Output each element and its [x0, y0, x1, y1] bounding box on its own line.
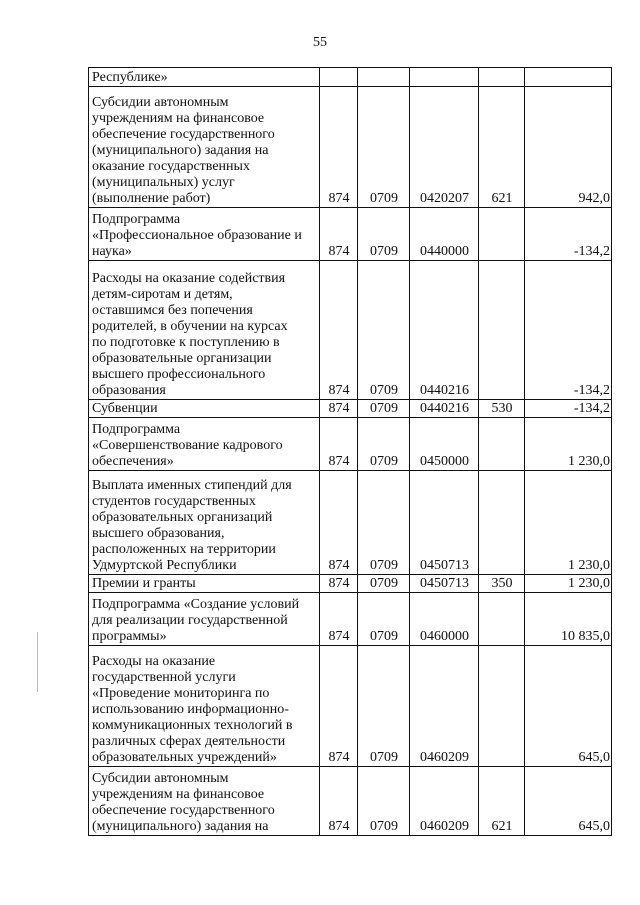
- row-expense-type: [479, 593, 525, 646]
- row-amount: 10 835,0: [525, 593, 612, 646]
- row-description: Расходы на оказание государственной услуги «Проведение мониторинга по использованию информационно- коммуникационных технологий в различных сферах деятельности образовательных учреждений»: [89, 646, 320, 767]
- row-amount: 1 230,0: [525, 418, 612, 471]
- row-section-code: 0709: [358, 261, 410, 400]
- row-amount: 1 230,0: [525, 471, 612, 575]
- row-ved-code: 874: [320, 208, 358, 261]
- row-target-code: 0440216: [410, 261, 479, 400]
- row-expense-type: 621: [479, 767, 525, 836]
- row-ved-code: 874: [320, 400, 358, 418]
- row-expense-type: [479, 646, 525, 767]
- budget-table-body: [89, 68, 612, 836]
- table-row: [89, 87, 612, 208]
- row-amount: -134,2: [525, 261, 612, 400]
- row-target-code: [410, 68, 479, 87]
- row-section-code: 0709: [358, 593, 410, 646]
- table-row: [89, 593, 612, 646]
- row-expense-type: [479, 418, 525, 471]
- row-target-code: 0440216: [410, 400, 479, 418]
- row-ved-code: 874: [320, 575, 358, 593]
- row-description: Подпрограмма «Создание условий для реализации государственной программы»: [89, 593, 320, 646]
- row-target-code: 0450713: [410, 471, 479, 575]
- row-amount: 645,0: [525, 767, 612, 836]
- row-target-code: 0450713: [410, 575, 479, 593]
- row-description: Премии и гранты: [89, 575, 320, 593]
- row-expense-type: [479, 68, 525, 87]
- row-section-code: 0709: [358, 418, 410, 471]
- row-section-code: 0709: [358, 646, 410, 767]
- row-description: Расходы на оказание содействия детям-сиротам и детям, оставшимся без попечения родителей, в обучении на курсах по подготовке к поступлению в образовательные организации высшего профессионального образования: [89, 261, 320, 400]
- row-ved-code: 874: [320, 87, 358, 208]
- row-ved-code: [320, 68, 358, 87]
- row-ved-code: 874: [320, 646, 358, 767]
- row-amount: 942,0: [525, 87, 612, 208]
- row-ved-code: 874: [320, 593, 358, 646]
- row-description: Подпрограмма «Совершенствование кадрового обеспечения»: [89, 418, 320, 471]
- page-number: 55: [313, 35, 327, 50]
- row-expense-type: [479, 261, 525, 400]
- row-target-code: 0450000: [410, 418, 479, 471]
- table-row: [89, 400, 612, 418]
- row-section-code: 0709: [358, 208, 410, 261]
- table-row: [89, 261, 612, 400]
- row-target-code: 0440000: [410, 208, 479, 261]
- row-target-code: 0460209: [410, 767, 479, 836]
- table-row: [89, 208, 612, 261]
- row-expense-type: 530: [479, 400, 525, 418]
- row-description: Субсидии автономным учреждениям на финансовое обеспечение государственного (муниципального) задания на оказание государственных (муниципальных) услуг (выполнение работ): [89, 87, 320, 208]
- row-expense-type: [479, 208, 525, 261]
- row-section-code: [358, 68, 410, 87]
- scan-margin-mark: [37, 632, 38, 692]
- row-section-code: 0709: [358, 767, 410, 836]
- row-amount: [525, 68, 612, 87]
- row-expense-type: [479, 471, 525, 575]
- row-amount: -134,2: [525, 400, 612, 418]
- row-description: Субсидии автономным учреждениям на финансовое обеспечение государственного (муниципального) задания на: [89, 767, 320, 836]
- row-target-code: 0460000: [410, 593, 479, 646]
- row-expense-type: 621: [479, 87, 525, 208]
- row-section-code: 0709: [358, 575, 410, 593]
- table-row: [89, 68, 612, 87]
- row-target-code: 0420207: [410, 87, 479, 208]
- table-row: [89, 767, 612, 836]
- row-ved-code: 874: [320, 261, 358, 400]
- row-section-code: 0709: [358, 87, 410, 208]
- row-expense-type: 350: [479, 575, 525, 593]
- row-section-code: 0709: [358, 400, 410, 418]
- row-ved-code: 874: [320, 471, 358, 575]
- row-target-code: 0460209: [410, 646, 479, 767]
- row-amount: -134,2: [525, 208, 612, 261]
- row-section-code: 0709: [358, 471, 410, 575]
- table-row: [89, 418, 612, 471]
- row-amount: 645,0: [525, 646, 612, 767]
- row-description: Выплата именных стипендий для студентов государственных образовательных организаций высшего образования, расположенных на территории Удмуртской Республики: [89, 471, 320, 575]
- row-amount: 1 230,0: [525, 575, 612, 593]
- row-description: Подпрограмма «Профессиональное образование и наука»: [89, 208, 320, 261]
- table-row: [89, 575, 612, 593]
- table-row: [89, 471, 612, 575]
- row-ved-code: 874: [320, 418, 358, 471]
- row-ved-code: 874: [320, 767, 358, 836]
- row-description: Субвенции: [89, 400, 320, 418]
- row-description: Республике»: [89, 68, 320, 87]
- table-row: [89, 646, 612, 767]
- budget-table: [88, 67, 612, 836]
